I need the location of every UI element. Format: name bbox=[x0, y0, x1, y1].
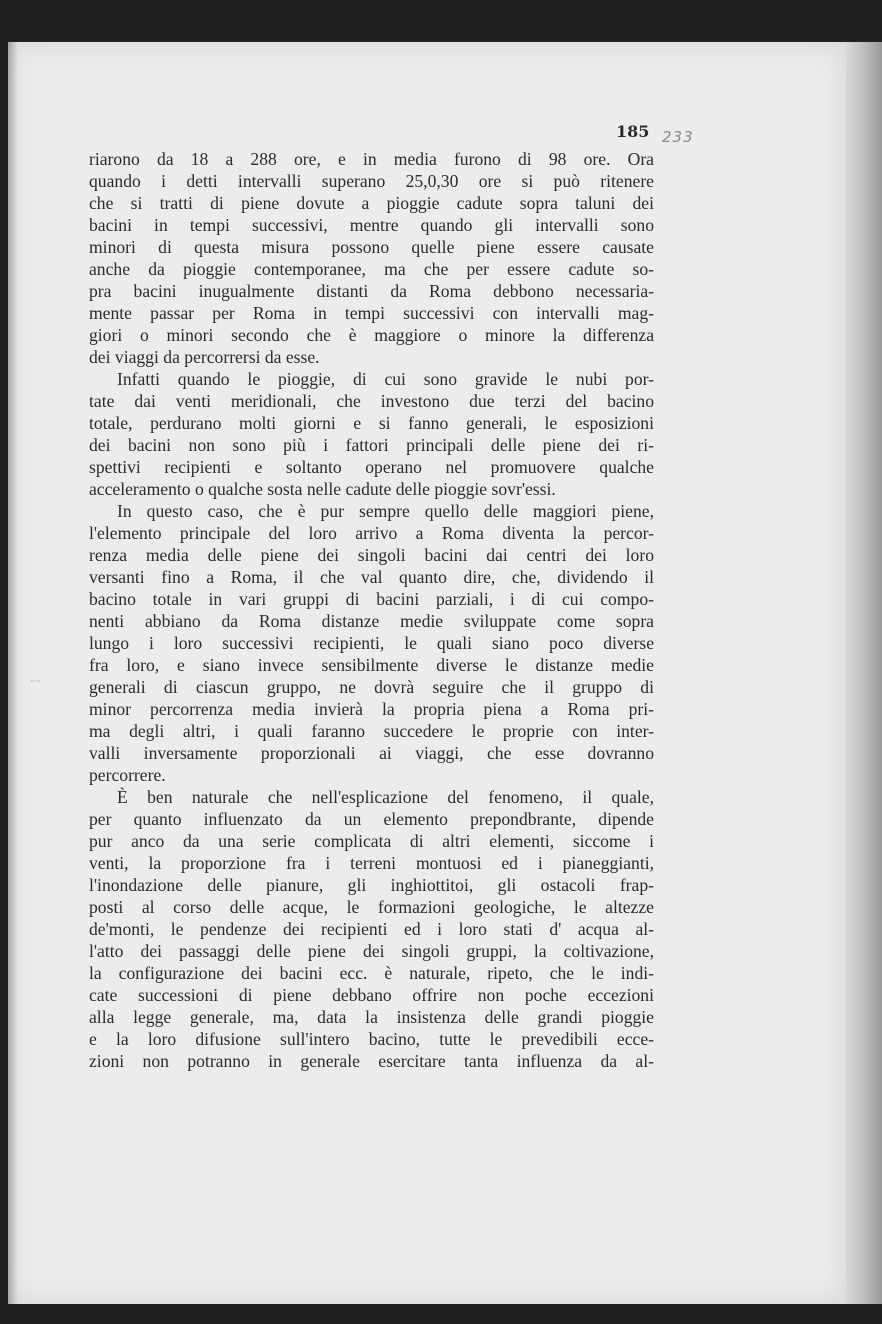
text-line: l'inondazione delle pianure, gli inghiottitoi, gli ostacoli frap- bbox=[89, 875, 654, 895]
text-line: pur anco da una serie complicata di altri elementi, siccome i bbox=[89, 831, 654, 851]
paragraph-first-line: Infatti quando le pioggie, di cui sono gravide le nubi por- bbox=[117, 369, 654, 389]
text-line: e la loro difusione sull'intero bacino, tutte le prevedibili ecce- bbox=[89, 1029, 654, 1049]
text-line: bacini in tempi successivi, mentre quando gli intervalli sono bbox=[89, 215, 654, 235]
text-line: posti al corso delle acque, le formazioni geologiche, le altezze bbox=[89, 897, 654, 917]
text-line: mente passar per Roma in tempi successivi con intervalli mag- bbox=[89, 303, 654, 323]
text-line: lungo i loro successivi recipienti, le quali siano poco diverse bbox=[89, 633, 654, 653]
text-line: dei bacini non sono più i fattori principali delle piene dei ri- bbox=[89, 435, 654, 455]
paragraph-first-line: È ben naturale che nell'esplicazione del fenomeno, il quale, bbox=[117, 787, 654, 807]
text-line: ma degli altri, i quali faranno succedere le proprie con inter- bbox=[89, 721, 654, 741]
margin-mark: -·- bbox=[30, 676, 41, 687]
body-text bbox=[89, 148, 654, 1072]
text-line: la configurazione dei bacini ecc. è naturale, ripeto, che le indi- bbox=[89, 963, 654, 983]
text-line: alla legge generale, ma, data la insistenza delle grandi pioggie bbox=[89, 1007, 654, 1027]
text-line: percorrere. bbox=[89, 765, 166, 785]
text-line: dei viaggi da percorrersi da esse. bbox=[89, 347, 320, 367]
text-line: de'monti, le pendenze dei recipienti ed i loro stati d' acqua al- bbox=[89, 919, 654, 939]
text-line: spettivi recipienti e soltanto operano nel promuovere qualche bbox=[89, 457, 654, 477]
page-number: 185 bbox=[616, 122, 650, 141]
text-line: renza media delle piene dei singoli bacini dai centri dei loro bbox=[89, 545, 654, 565]
text-line: tate dai venti meridionali, che investono due terzi del bacino bbox=[89, 391, 654, 411]
text-line: nenti abbiano da Roma distanze medie sviluppate come sopra bbox=[89, 611, 654, 631]
text-line: minor percorrenza media invierà la propria piena a Roma pri- bbox=[89, 699, 654, 719]
text-line: minori di questa misura possono quelle piene essere causate bbox=[89, 237, 654, 257]
text-line: per quanto influenzato da un elemento prepondbrante, dipende bbox=[89, 809, 654, 829]
text-line: acceleramento o qualche sosta nelle cadute delle pioggie sovr'essi. bbox=[89, 479, 556, 499]
paragraph-first-line: In questo caso, che è pur sempre quello delle maggiori piene, bbox=[117, 501, 654, 521]
text-line: che si tratti di piene dovute a pioggie cadute sopra taluni dei bbox=[89, 193, 654, 213]
text-line: pra bacini inugualmente distanti da Roma debbono necessaria- bbox=[89, 281, 654, 301]
text-line: bacino totale in vari gruppi di bacini parziali, i di cui compo- bbox=[89, 589, 654, 609]
text-line: venti, la proporzione fra i terreni montuosi ed i pianeggianti, bbox=[89, 853, 654, 873]
page-edge bbox=[846, 42, 882, 1304]
text-line: quando i detti intervalli superano 25,0,30 ore si può ritenere bbox=[89, 171, 654, 191]
text-line: versanti fino a Roma, il che val quanto dire, che, dividendo il bbox=[89, 567, 654, 587]
text-line: giori o minori secondo che è maggiore o minore la differenza bbox=[89, 325, 654, 345]
text-line: zioni non potranno in generale esercitare tanta influenza da al- bbox=[89, 1051, 654, 1071]
text-line: anche da pioggie contemporanee, ma che per essere cadute so- bbox=[89, 259, 654, 279]
text-line: l'elemento principale del loro arrivo a Roma diventa la percor- bbox=[89, 523, 654, 543]
text-line: l'atto dei passaggi delle piene dei singoli gruppi, la coltivazione, bbox=[89, 941, 654, 961]
text-line: cate successioni di piene debbano offrire non poche eccezioni bbox=[89, 985, 654, 1005]
pencil-annotation: 233 bbox=[662, 128, 694, 146]
text-line: valli inversamente proporzionali ai viaggi, che esse dovranno bbox=[89, 743, 654, 763]
page-gutter-shadow bbox=[8, 42, 18, 1304]
text-line: generali di ciascun gruppo, ne dovrà seguire che il gruppo di bbox=[89, 677, 654, 697]
text-line: riarono da 18 a 288 ore, e in media furono di 98 ore. Ora bbox=[89, 149, 654, 169]
text-line: totale, perdurano molti giorni e si fanno generali, le esposizioni bbox=[89, 413, 654, 433]
text-line: fra loro, e siano invece sensibilmente diverse le distanze medie bbox=[89, 655, 654, 675]
